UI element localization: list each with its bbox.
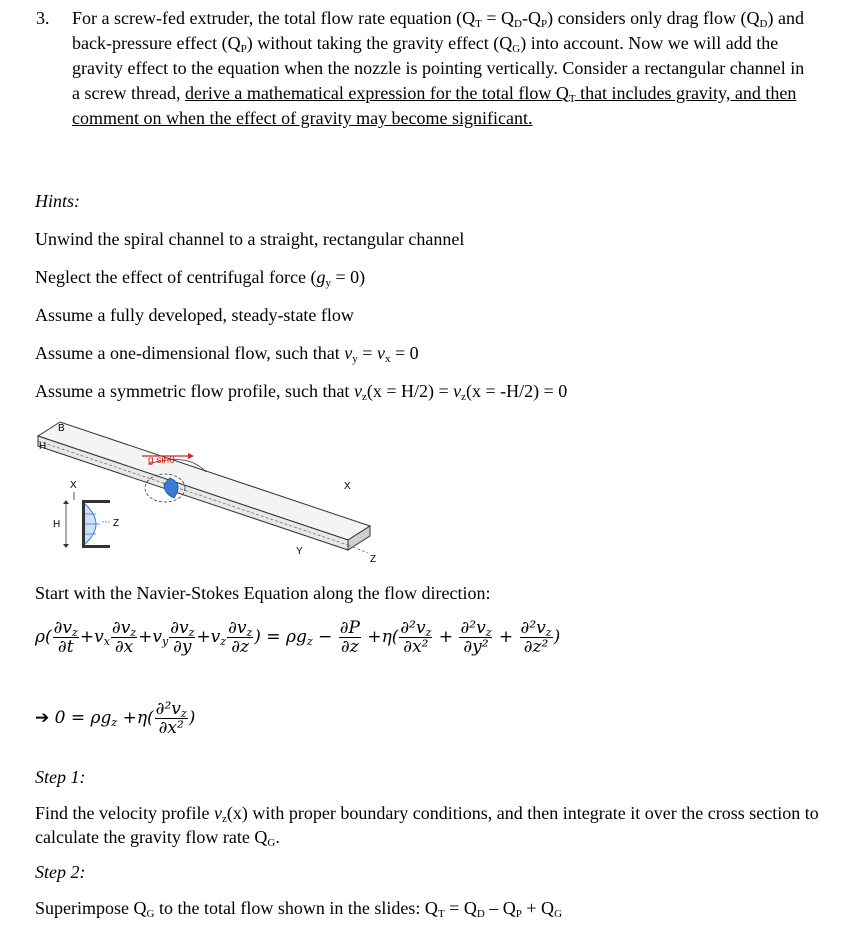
hint-symmetric: Assume a symmetric flow profile, such that $v_z(x = H/2) = v_z(x = -H/2) = 0$ bbox=[35, 381, 568, 403]
label-h-side: H bbox=[53, 519, 61, 530]
navier-intro: Start with the Navier-Stokes Equation along the flow direction: bbox=[35, 583, 491, 603]
wall-left bbox=[82, 500, 85, 548]
step1-label: Step 1: bbox=[35, 767, 86, 787]
hint-unwind: Unwind the spiral channel to a straight, rectangular channel bbox=[35, 229, 465, 249]
question-task-underlined: derive a mathematical expression for the total flow $Q_T$ that includes gravity, and then comment on when the effect of gravity may become significant. bbox=[72, 83, 797, 128]
hint-one-dimensional: Assume a one-dimensional flow, such that $v_y = v_x = 0$ bbox=[35, 343, 419, 365]
arrow-icon: ➔ bbox=[35, 708, 50, 728]
label-y-axis: Y bbox=[296, 546, 303, 557]
step2-text: Superimpose $Q_G$ to the total flow shown in the slides: $Q_T = Q_D - Q_P + Q_G$ bbox=[35, 898, 563, 920]
question-number: 3. bbox=[36, 8, 50, 28]
hint-steady-state: Assume a fully developed, steady-state flow bbox=[35, 305, 354, 325]
step1-text: Find the velocity profile $v_z(x)$ with proper boundary conditions, and then integrate it over the cross section to calculate the gravity flow rate $Q_G$. bbox=[35, 803, 819, 849]
wall-bottom bbox=[82, 545, 110, 548]
simplified-equation: ➔ $0 = \rho g_z +\eta$( $\frac{\partial^2v_z}{\text{∂x²}}$ ) bbox=[35, 699, 196, 738]
wall-top bbox=[82, 500, 110, 503]
label-z-axis: Z bbox=[370, 554, 377, 565]
step2-label: Step 2: bbox=[35, 862, 86, 882]
label-gsin: g sinθ bbox=[148, 455, 175, 466]
label-h-top: H bbox=[39, 441, 47, 452]
question-text: For a screw-fed extruder, the total flow rate equation $(Q_T = Q_D-Q_P)$ considers only drag flow $(Q_D)$ and back-pressure effect $(Q_P)$ without taking the gravity effect $(Q_G)$ into account. Now we will add the gravity effect to the equation when the nozzle is pointing vertically. Consider a rectangular channel in a screw thread, derive a mathematical expression for the total flow $Q_T$ that includes gravity, and then comment on when the effect of gravity may become significant. bbox=[72, 8, 805, 128]
label-z-small: Z bbox=[113, 518, 120, 529]
hint-centrifugal: Neglect the effect of centrifugal force $(g_y = 0)$ bbox=[35, 267, 366, 289]
channel-diagram bbox=[30, 416, 430, 566]
label-b: B bbox=[58, 423, 65, 434]
hints-heading: Hints: bbox=[35, 191, 80, 211]
navier-stokes-equation: ρ( $\frac{\partial v_z}{\partial t}$ $+v_x$ $\frac{\partial v_z}{\partial x}$ $+v_y$ $\frac{\partial v_z}{\partial y}$ $+v_z$ $\frac{\partial v_z}{\partial z}$ ) = $\rho g_z$ − $\frac{\partial P}{\partial z}$ +η( $\frac{\partial^2v_z}{\text{∂x²}}$ + $\frac{\partial^2v_z}{\text{∂y²}}$ + $\frac{\partial^2v_z}{\text{∂z²}}$ ) bbox=[35, 618, 561, 657]
label-x-axis: X bbox=[344, 481, 351, 492]
label-x-small: X bbox=[70, 480, 77, 491]
